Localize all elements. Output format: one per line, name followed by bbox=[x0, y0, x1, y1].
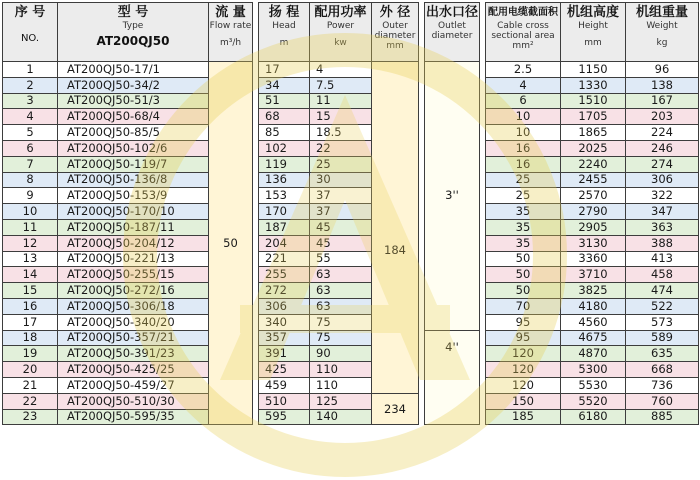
cell-weight: 347 bbox=[626, 204, 699, 220]
cell-head: 85 bbox=[259, 125, 310, 141]
cell-type: AT200QJ50-425/25 bbox=[58, 362, 209, 378]
cell-height: 3710 bbox=[561, 267, 626, 283]
cell-power: 140 bbox=[310, 409, 372, 425]
header-no: 序 号 NO. bbox=[3, 3, 58, 62]
cell-head: 340 bbox=[259, 314, 310, 330]
cell-no: 19 bbox=[3, 346, 58, 362]
cell-cable-area: 10 bbox=[486, 125, 561, 141]
cell-height: 1150 bbox=[561, 62, 626, 78]
cell-height: 1865 bbox=[561, 125, 626, 141]
cell-no: 23 bbox=[3, 409, 58, 425]
cell-type: AT200QJ50-85/5 bbox=[58, 125, 209, 141]
cell-height: 4675 bbox=[561, 330, 626, 346]
cell-type: AT200QJ50-153/9 bbox=[58, 188, 209, 204]
column-gap bbox=[419, 283, 425, 299]
cell-height: 3130 bbox=[561, 235, 626, 251]
cell-type: AT200QJ50-357/21 bbox=[58, 330, 209, 346]
cell-head: 595 bbox=[259, 409, 310, 425]
cell-weight: 736 bbox=[626, 377, 699, 393]
cell-power: 4 bbox=[310, 62, 372, 78]
cell-no: 5 bbox=[3, 125, 58, 141]
cell-height: 2240 bbox=[561, 156, 626, 172]
cell-cable-area: 4 bbox=[486, 77, 561, 93]
cell-head: 255 bbox=[259, 267, 310, 283]
cell-power: 90 bbox=[310, 346, 372, 362]
cell-head: 187 bbox=[259, 219, 310, 235]
cell-weight: 363 bbox=[626, 219, 699, 235]
cell-no: 12 bbox=[3, 235, 58, 251]
cell-type: AT200QJ50-340/20 bbox=[58, 314, 209, 330]
cell-height: 2455 bbox=[561, 172, 626, 188]
column-gap bbox=[419, 235, 425, 251]
cell-head: 221 bbox=[259, 251, 310, 267]
column-gap bbox=[419, 109, 425, 125]
cell-head: 204 bbox=[259, 235, 310, 251]
table-row bbox=[3, 251, 699, 267]
table-row bbox=[3, 188, 699, 204]
column-gap bbox=[419, 77, 425, 93]
column-gap bbox=[419, 219, 425, 235]
cell-cable-area: 16 bbox=[486, 156, 561, 172]
cell-height: 1330 bbox=[561, 77, 626, 93]
cell-power: 75 bbox=[310, 314, 372, 330]
cell-power: 45 bbox=[310, 235, 372, 251]
cell-cable-area: 95 bbox=[486, 314, 561, 330]
table-body bbox=[3, 62, 699, 425]
column-gap bbox=[419, 409, 425, 425]
cell-cable-area: 185 bbox=[486, 409, 561, 425]
cell-weight: 474 bbox=[626, 283, 699, 299]
cell-no: 13 bbox=[3, 251, 58, 267]
table-row bbox=[3, 109, 699, 125]
table-row bbox=[3, 62, 699, 78]
cell-no: 22 bbox=[3, 393, 58, 409]
table-row bbox=[3, 172, 699, 188]
cell-power: 15 bbox=[310, 109, 372, 125]
cell-head: 306 bbox=[259, 298, 310, 314]
cell-head: 17 bbox=[259, 62, 310, 78]
cell-outer-diameter: 234 bbox=[372, 393, 419, 425]
cell-cable-area: 50 bbox=[486, 251, 561, 267]
cell-power: 63 bbox=[310, 267, 372, 283]
cell-type: AT200QJ50-187/11 bbox=[58, 219, 209, 235]
cell-cable-area: 35 bbox=[486, 235, 561, 251]
cell-outer-diameter: 184 bbox=[372, 62, 419, 394]
column-gap bbox=[419, 267, 425, 283]
cell-head: 153 bbox=[259, 188, 310, 204]
cell-height: 2790 bbox=[561, 204, 626, 220]
header-head: 扬 程 Head m bbox=[259, 3, 310, 62]
cell-no: 8 bbox=[3, 172, 58, 188]
cell-head: 51 bbox=[259, 93, 310, 109]
cell-weight: 306 bbox=[626, 172, 699, 188]
cell-type: AT200QJ50-510/30 bbox=[58, 393, 209, 409]
cell-head: 510 bbox=[259, 393, 310, 409]
cell-power: 75 bbox=[310, 330, 372, 346]
cell-outlet-diameter: 4'' bbox=[425, 330, 480, 425]
cell-power: 110 bbox=[310, 362, 372, 378]
cell-type: AT200QJ50-459/27 bbox=[58, 377, 209, 393]
cell-weight: 760 bbox=[626, 393, 699, 409]
table-row bbox=[3, 77, 699, 93]
column-gap bbox=[419, 393, 425, 409]
cell-head: 272 bbox=[259, 283, 310, 299]
cell-power: 37 bbox=[310, 188, 372, 204]
table-row bbox=[3, 235, 699, 251]
table-row bbox=[3, 393, 699, 409]
cell-type: AT200QJ50-17/1 bbox=[58, 62, 209, 78]
cell-power: 37 bbox=[310, 204, 372, 220]
table-row bbox=[3, 219, 699, 235]
table-row bbox=[3, 125, 699, 141]
header-cable-area: 配用电缆截面积 Cable cross sectional area mm² bbox=[486, 3, 561, 62]
cell-weight: 413 bbox=[626, 251, 699, 267]
header-height: 机组高度 Height mm bbox=[561, 3, 626, 62]
cell-power: 45 bbox=[310, 219, 372, 235]
cell-no: 11 bbox=[3, 219, 58, 235]
column-gap bbox=[419, 204, 425, 220]
cell-no: 7 bbox=[3, 156, 58, 172]
cell-height: 2025 bbox=[561, 140, 626, 156]
cell-cable-area: 95 bbox=[486, 330, 561, 346]
header-outlet-diameter: 出水口径 Outlet diameter bbox=[425, 3, 480, 62]
cell-type: AT200QJ50-306/18 bbox=[58, 298, 209, 314]
cell-no: 6 bbox=[3, 140, 58, 156]
cell-cable-area: 25 bbox=[486, 172, 561, 188]
cell-cable-area: 120 bbox=[486, 377, 561, 393]
column-gap bbox=[419, 172, 425, 188]
cell-cable-area: 70 bbox=[486, 298, 561, 314]
table-row bbox=[3, 409, 699, 425]
cell-cable-area: 25 bbox=[486, 188, 561, 204]
cell-height: 6180 bbox=[561, 409, 626, 425]
cell-no: 17 bbox=[3, 314, 58, 330]
column-gap bbox=[419, 156, 425, 172]
cell-no: 9 bbox=[3, 188, 58, 204]
column-gap bbox=[419, 140, 425, 156]
header-flow: 流 量 Flow rate m³/h bbox=[209, 3, 253, 62]
cell-no: 15 bbox=[3, 283, 58, 299]
cell-weight: 885 bbox=[626, 409, 699, 425]
cell-weight: 138 bbox=[626, 77, 699, 93]
cell-height: 3825 bbox=[561, 283, 626, 299]
table-header bbox=[3, 3, 699, 62]
column-gap bbox=[419, 188, 425, 204]
cell-type: AT200QJ50-255/15 bbox=[58, 267, 209, 283]
cell-weight: 203 bbox=[626, 109, 699, 125]
cell-head: 136 bbox=[259, 172, 310, 188]
cell-head: 391 bbox=[259, 346, 310, 362]
header-power: 配用功率 Power kw bbox=[310, 3, 372, 62]
cell-type: AT200QJ50-68/4 bbox=[58, 109, 209, 125]
cell-cable-area: 120 bbox=[486, 346, 561, 362]
cell-cable-area: 2.5 bbox=[486, 62, 561, 78]
table-row bbox=[3, 362, 699, 378]
cell-no: 2 bbox=[3, 77, 58, 93]
cell-power: 25 bbox=[310, 156, 372, 172]
cell-power: 110 bbox=[310, 377, 372, 393]
cell-weight: 246 bbox=[626, 140, 699, 156]
cell-type: AT200QJ50-119/7 bbox=[58, 156, 209, 172]
cell-weight: 388 bbox=[626, 235, 699, 251]
cell-power: 7.5 bbox=[310, 77, 372, 93]
cell-weight: 573 bbox=[626, 314, 699, 330]
cell-no: 14 bbox=[3, 267, 58, 283]
cell-outlet-diameter: 3'' bbox=[425, 62, 480, 331]
cell-head: 119 bbox=[259, 156, 310, 172]
cell-type: AT200QJ50-221/13 bbox=[58, 251, 209, 267]
cell-type: AT200QJ50-34/2 bbox=[58, 77, 209, 93]
cell-cable-area: 6 bbox=[486, 93, 561, 109]
cell-height: 5300 bbox=[561, 362, 626, 378]
cell-cable-area: 16 bbox=[486, 140, 561, 156]
cell-no: 20 bbox=[3, 362, 58, 378]
cell-type: AT200QJ50-595/35 bbox=[58, 409, 209, 425]
table-row bbox=[3, 283, 699, 299]
cell-cable-area: 35 bbox=[486, 204, 561, 220]
cell-weight: 635 bbox=[626, 346, 699, 362]
cell-weight: 589 bbox=[626, 330, 699, 346]
cell-weight: 167 bbox=[626, 93, 699, 109]
cell-head: 34 bbox=[259, 77, 310, 93]
cell-weight: 458 bbox=[626, 267, 699, 283]
cell-height: 2905 bbox=[561, 219, 626, 235]
table-row bbox=[3, 204, 699, 220]
cell-head: 459 bbox=[259, 377, 310, 393]
cell-height: 5530 bbox=[561, 377, 626, 393]
column-gap bbox=[419, 377, 425, 393]
cell-power: 18.5 bbox=[310, 125, 372, 141]
header-type: 型 号 Type AT200QJ50 bbox=[58, 3, 209, 62]
column-gap bbox=[419, 314, 425, 330]
cell-power: 63 bbox=[310, 298, 372, 314]
cell-cable-area: 35 bbox=[486, 219, 561, 235]
cell-type: AT200QJ50-204/12 bbox=[58, 235, 209, 251]
cell-height: 1510 bbox=[561, 93, 626, 109]
table-row bbox=[3, 140, 699, 156]
cell-weight: 224 bbox=[626, 125, 699, 141]
cell-no: 21 bbox=[3, 377, 58, 393]
column-gap bbox=[419, 362, 425, 378]
cell-power: 22 bbox=[310, 140, 372, 156]
cell-power: 11 bbox=[310, 93, 372, 109]
table-row bbox=[3, 93, 699, 109]
cell-no: 1 bbox=[3, 62, 58, 78]
cell-height: 5520 bbox=[561, 393, 626, 409]
cell-weight: 668 bbox=[626, 362, 699, 378]
cell-head: 68 bbox=[259, 109, 310, 125]
cell-cable-area: 150 bbox=[486, 393, 561, 409]
table-row bbox=[3, 156, 699, 172]
header-outer-diameter: 外 径 Outer diameter mm bbox=[372, 3, 419, 62]
header-weight: 机组重量 Weight kg bbox=[626, 3, 699, 62]
cell-type: AT200QJ50-170/10 bbox=[58, 204, 209, 220]
cell-type: AT200QJ50-136/8 bbox=[58, 172, 209, 188]
cell-cable-area: 120 bbox=[486, 362, 561, 378]
cell-cable-area: 10 bbox=[486, 109, 561, 125]
cell-height: 4560 bbox=[561, 314, 626, 330]
cell-no: 3 bbox=[3, 93, 58, 109]
cell-power: 30 bbox=[310, 172, 372, 188]
cell-weight: 522 bbox=[626, 298, 699, 314]
cell-power: 63 bbox=[310, 283, 372, 299]
cell-height: 1705 bbox=[561, 109, 626, 125]
cell-head: 170 bbox=[259, 204, 310, 220]
cell-type: AT200QJ50-51/3 bbox=[58, 93, 209, 109]
table-row bbox=[3, 314, 699, 330]
cell-cable-area: 50 bbox=[486, 283, 561, 299]
table-row bbox=[3, 377, 699, 393]
pump-spec-table bbox=[2, 2, 699, 425]
cell-type: AT200QJ50-391/23 bbox=[58, 346, 209, 362]
cell-type: AT200QJ50-272/16 bbox=[58, 283, 209, 299]
cell-cable-area: 50 bbox=[486, 267, 561, 283]
table-row bbox=[3, 298, 699, 314]
cell-height: 4870 bbox=[561, 346, 626, 362]
table-row bbox=[3, 330, 699, 346]
column-gap bbox=[419, 251, 425, 267]
cell-no: 18 bbox=[3, 330, 58, 346]
cell-weight: 96 bbox=[626, 62, 699, 78]
table-row bbox=[3, 346, 699, 362]
cell-height: 4180 bbox=[561, 298, 626, 314]
cell-height: 2570 bbox=[561, 188, 626, 204]
cell-power: 55 bbox=[310, 251, 372, 267]
cell-weight: 274 bbox=[626, 156, 699, 172]
cell-no: 4 bbox=[3, 109, 58, 125]
column-gap bbox=[419, 298, 425, 314]
cell-no: 16 bbox=[3, 298, 58, 314]
cell-no: 10 bbox=[3, 204, 58, 220]
cell-flow-rate: 50 bbox=[209, 62, 253, 425]
column-gap bbox=[419, 125, 425, 141]
cell-head: 102 bbox=[259, 140, 310, 156]
column-gap bbox=[419, 93, 425, 109]
cell-power: 125 bbox=[310, 393, 372, 409]
cell-height: 3360 bbox=[561, 251, 626, 267]
cell-type: AT200QJ50-102/6 bbox=[58, 140, 209, 156]
table-row bbox=[3, 267, 699, 283]
column-gap bbox=[419, 346, 425, 362]
cell-head: 357 bbox=[259, 330, 310, 346]
cell-head: 425 bbox=[259, 362, 310, 378]
cell-weight: 322 bbox=[626, 188, 699, 204]
